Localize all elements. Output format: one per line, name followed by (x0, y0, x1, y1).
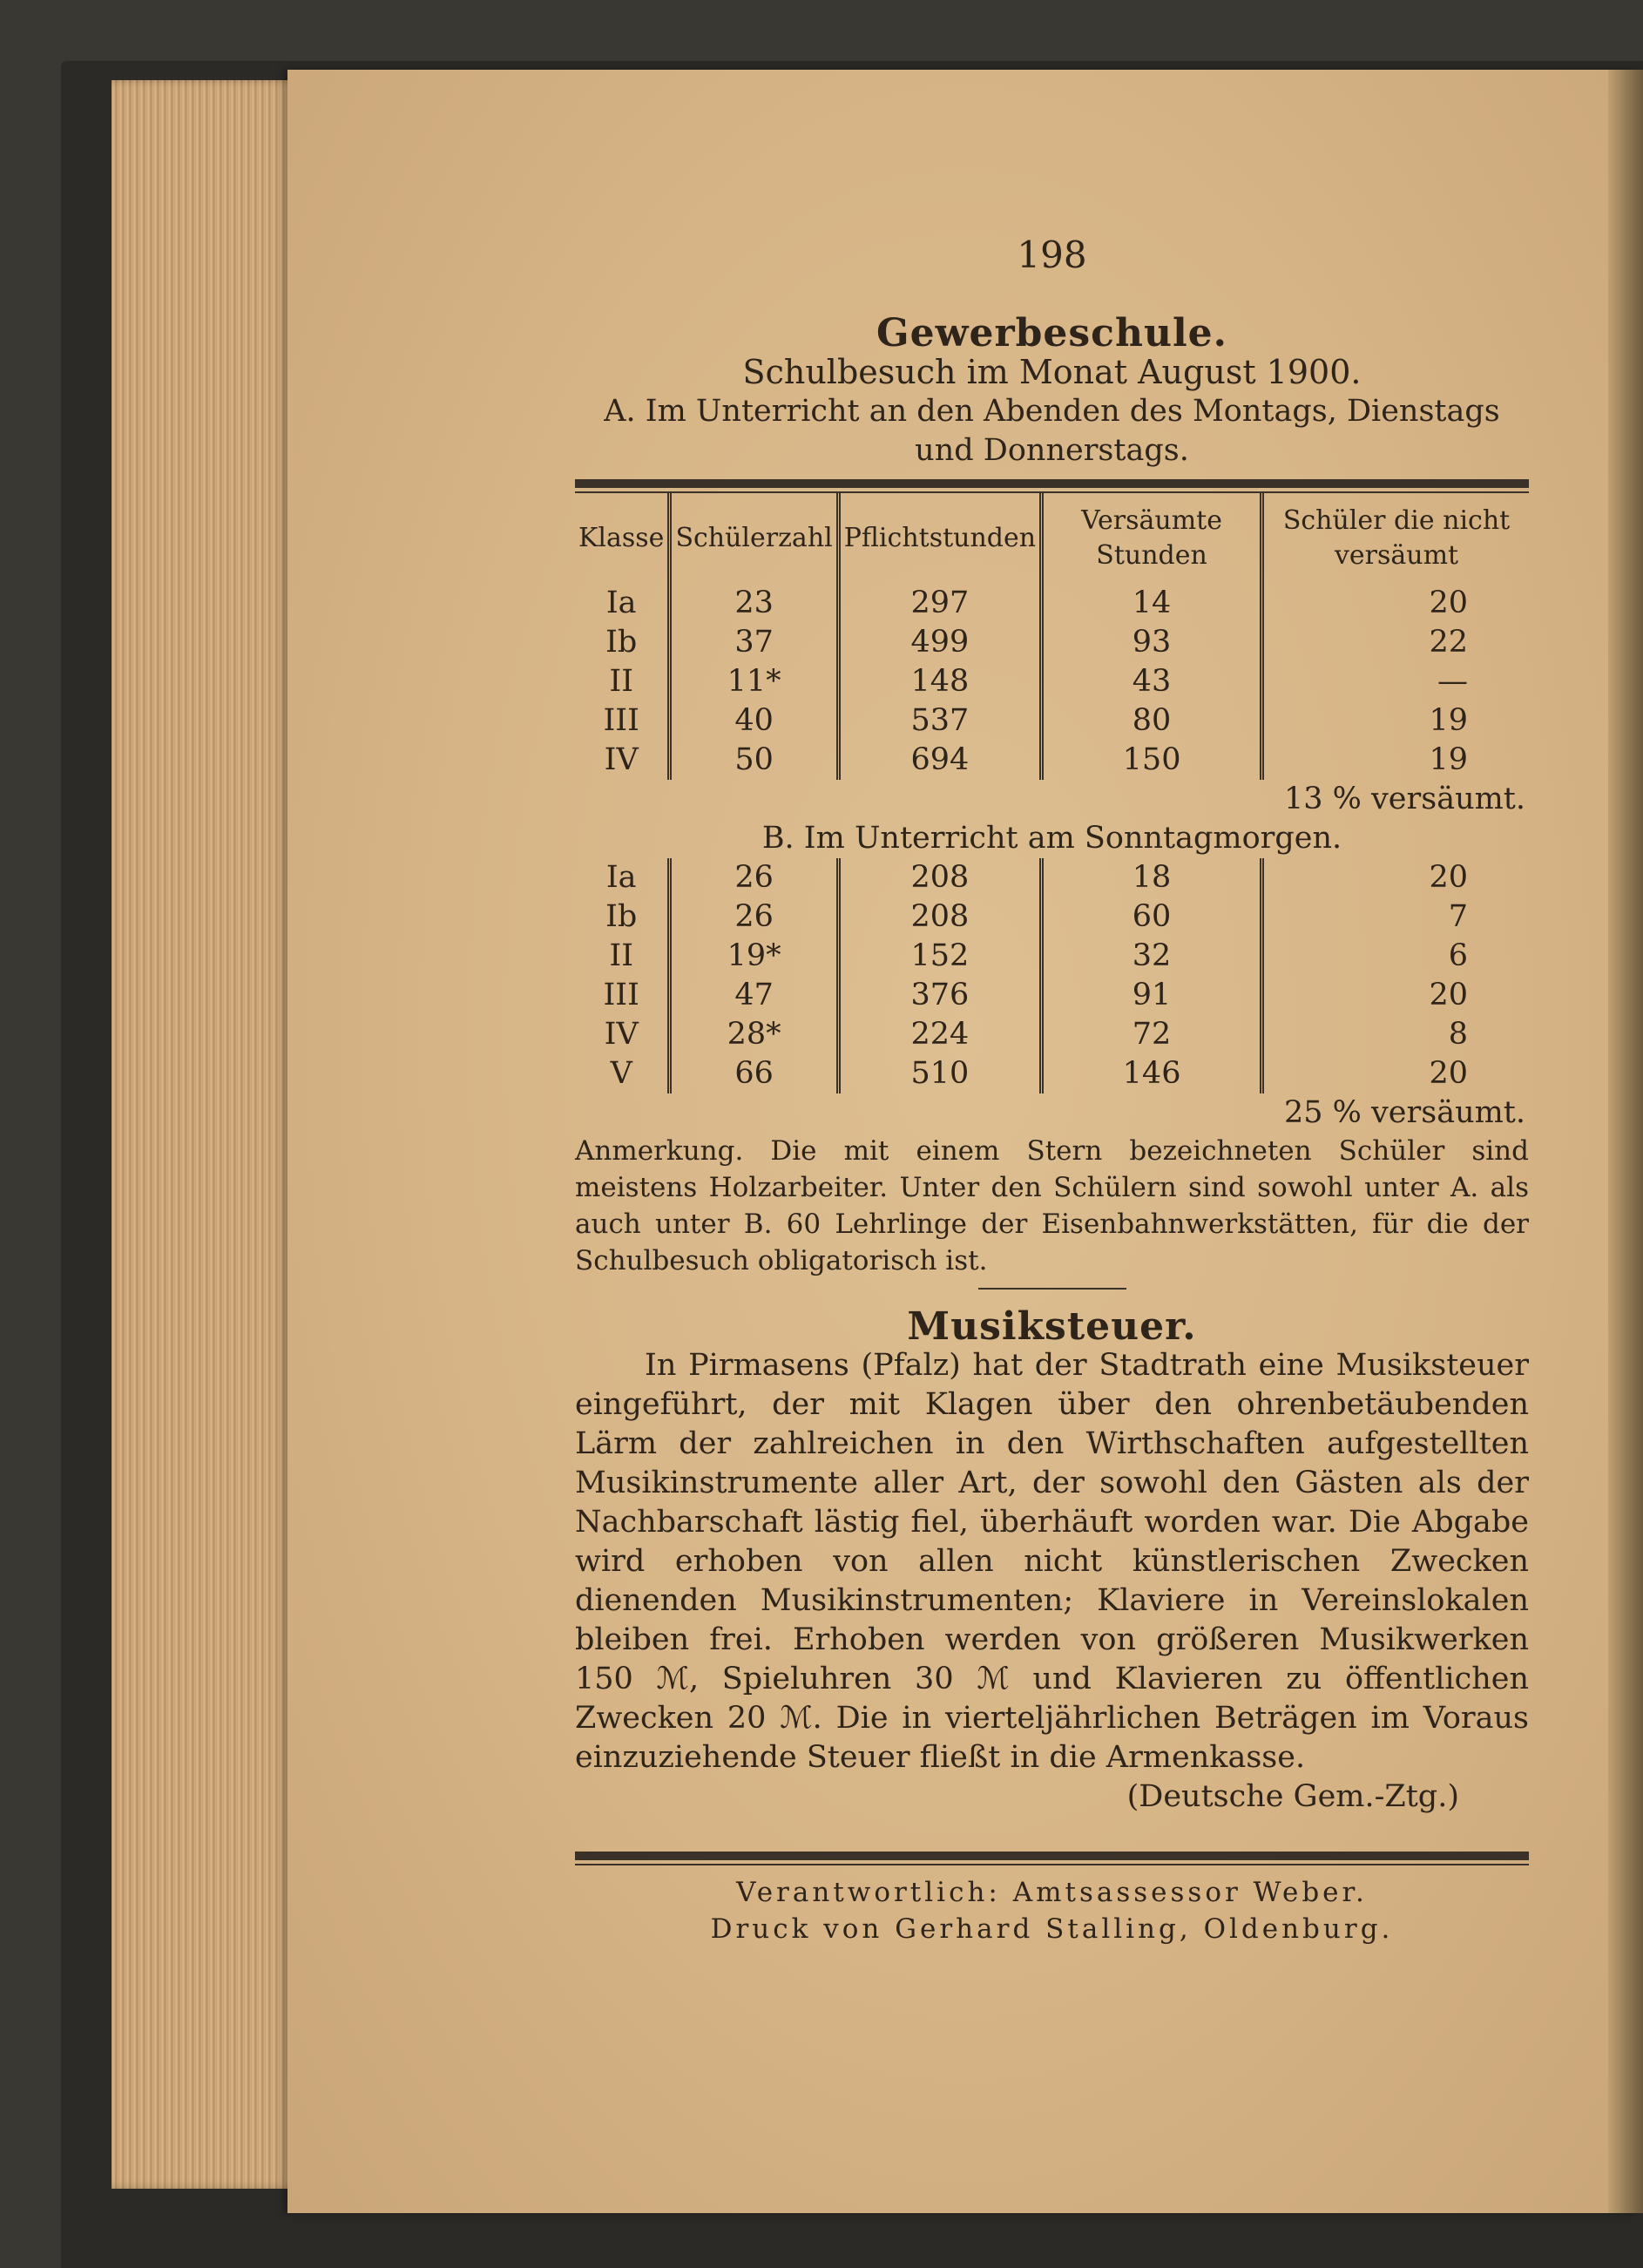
table-row (575, 937, 1529, 976)
text-block (575, 235, 1529, 1947)
table-cell: 297 (838, 584, 1041, 623)
table-cell: 43 (1042, 662, 1262, 701)
table-row (575, 623, 1529, 662)
table-cell: III (575, 701, 670, 741)
table-cell: 499 (838, 623, 1041, 662)
header-pflichtstunden: Pflichtstunden (838, 493, 1041, 584)
table-cell: 537 (838, 701, 1041, 741)
table-cell: 6 (1448, 938, 1468, 973)
table-row (575, 662, 1529, 701)
table-cell: 23 (670, 584, 838, 623)
table-cell: V (575, 1054, 670, 1093)
table-cell: 8 (1448, 1017, 1468, 1052)
table-cell: 18 (1042, 858, 1262, 897)
subheading: Schulbesuch im Monat August 1900. (742, 353, 1362, 391)
table-cell: Ib (575, 897, 670, 937)
section-b-title: B. Im Unterricht am Sonntagmorgen. (761, 821, 1342, 856)
table-cell: 224 (838, 1015, 1041, 1054)
table-cell: 20 (1429, 586, 1468, 620)
footer-thin-rule (575, 1864, 1529, 1865)
table-cell: 26 (670, 858, 838, 897)
table-cell: 72 (1042, 1015, 1262, 1054)
table-cell: 7 (1448, 899, 1468, 934)
table-cell: 80 (1042, 701, 1262, 741)
table-cell: 376 (838, 976, 1041, 1015)
table-cell: 28* (670, 1015, 838, 1054)
section-divider (978, 1288, 1126, 1290)
table-body-b (575, 858, 1529, 1093)
table-cell: 37 (670, 623, 838, 662)
table-row (575, 858, 1529, 897)
table-row (575, 976, 1529, 1015)
table-cell: Ib (575, 623, 670, 662)
table-cell: 50 (670, 741, 838, 780)
source-citation: (Deutsche Gem.-Ztg.) (1126, 1779, 1459, 1814)
table-cell: 510 (838, 1054, 1041, 1093)
table-cell: 47 (670, 976, 838, 1015)
header-klasse: Klasse (575, 493, 670, 584)
table-cell: Ia (575, 584, 670, 623)
table-cell: 32 (1042, 937, 1262, 976)
table-cell: IV (575, 1015, 670, 1054)
table-body-a (575, 584, 1529, 780)
footer-responsible: Verantwortlich: Amtsassessor Weber. (736, 1877, 1368, 1908)
header-schuelerzahl: Schülerzahl (670, 493, 838, 584)
table-cell: II (575, 662, 670, 701)
table-cell: 148 (838, 662, 1041, 701)
table-row (575, 1015, 1529, 1054)
summary-a: 13 % versäumt. (1283, 782, 1525, 816)
section-a-title: A. Im Unterricht an den Abenden des Montags, Dienstags und Donnerstags. (604, 394, 1500, 468)
table-row (575, 741, 1529, 780)
page-number: 198 (1017, 234, 1087, 276)
table-row (575, 584, 1529, 623)
table-cell: 150 (1042, 741, 1262, 780)
footer-printer: Druck von Gerhard Stalling, Oldenburg. (710, 1913, 1394, 1945)
table-cell: 14 (1042, 584, 1262, 623)
table-cell: 11* (670, 662, 838, 701)
table-row (575, 897, 1529, 937)
table-cell: 208 (838, 858, 1041, 897)
page-edges (112, 80, 312, 2189)
table-note: Anmerkung. Die mit einem Stern bezeichneten Schüler sind meistens Holzarbeiter. Unter den Schülern sind sowohl unter A. als auch unter B. 60 Lehrlinge der Eisenbahnwerkstätten, für die der Schulbesuch obligatorisch ist. (575, 1135, 1529, 1276)
table-cell: 22 (1429, 625, 1468, 660)
table-cell: 91 (1042, 976, 1262, 1015)
table-cell: II (575, 937, 670, 976)
table-cell: 146 (1042, 1054, 1262, 1093)
heading-musiksteuer: Musiksteuer. (907, 1304, 1197, 1349)
summary-b: 25 % versäumt. (1283, 1095, 1525, 1130)
attendance-table (575, 493, 1529, 1133)
table-cell: 66 (670, 1054, 838, 1093)
table-cell: 694 (838, 741, 1041, 780)
footer-rule (575, 1852, 1529, 1860)
table-cell: 152 (838, 937, 1041, 976)
table-cell: — (1437, 664, 1468, 699)
table-cell: 20 (1429, 860, 1468, 895)
table-cell: 93 (1042, 623, 1262, 662)
table-cell: III (575, 976, 670, 1015)
table-row (575, 701, 1529, 741)
musiksteuer-paragraph: In Pirmasens (Pfalz) hat der Stadtrath eine Musiksteuer eingeführt, der mit Klagen über den ohrenbetäubenden Lärm der zahlreichen in den Wirthschaften aufgestellten Musikinstrumente aller Art, der sowohl den Gästen als der Nachbarschaft lästig fiel, überhäuft worden war. Die Abgabe wird erhoben von allen nicht künstlerischen Zwecken dienenden Musikinstrumenten; Klaviere in Vereinslokalen bleiben frei. Erhoben werden von größeren Musikwerken 150 ℳ, Spieluhren 30 ℳ und Klavieren zu öffentlichen Zwecken 20 ℳ. Die in vierteljährlichen Beträgen im Voraus einzuziehende Steuer fließt in die Armenkasse. (575, 1348, 1529, 1775)
table-cell: Ia (575, 858, 670, 897)
table-top-rule (575, 479, 1529, 488)
table-cell: 26 (670, 897, 838, 937)
heading-gewerbeschule: Gewerbeschule. (876, 311, 1227, 355)
table-cell: IV (575, 741, 670, 780)
header-versaeumte-stunden: Versäumte Stunden (1042, 493, 1262, 584)
table-cell: 19* (670, 937, 838, 976)
table-cell: 20 (1429, 1056, 1468, 1091)
table-cell: 60 (1042, 897, 1262, 937)
table-cell: 19 (1429, 742, 1468, 777)
header-nicht-versaeumt: Schüler die nicht versäumt (1282, 505, 1511, 571)
table-cell: 19 (1429, 703, 1468, 738)
table-row (575, 1054, 1529, 1093)
table-cell: 208 (838, 897, 1041, 937)
page-gutter (1608, 70, 1643, 2213)
table-cell: 40 (670, 701, 838, 741)
table-cell: 20 (1429, 978, 1468, 1012)
